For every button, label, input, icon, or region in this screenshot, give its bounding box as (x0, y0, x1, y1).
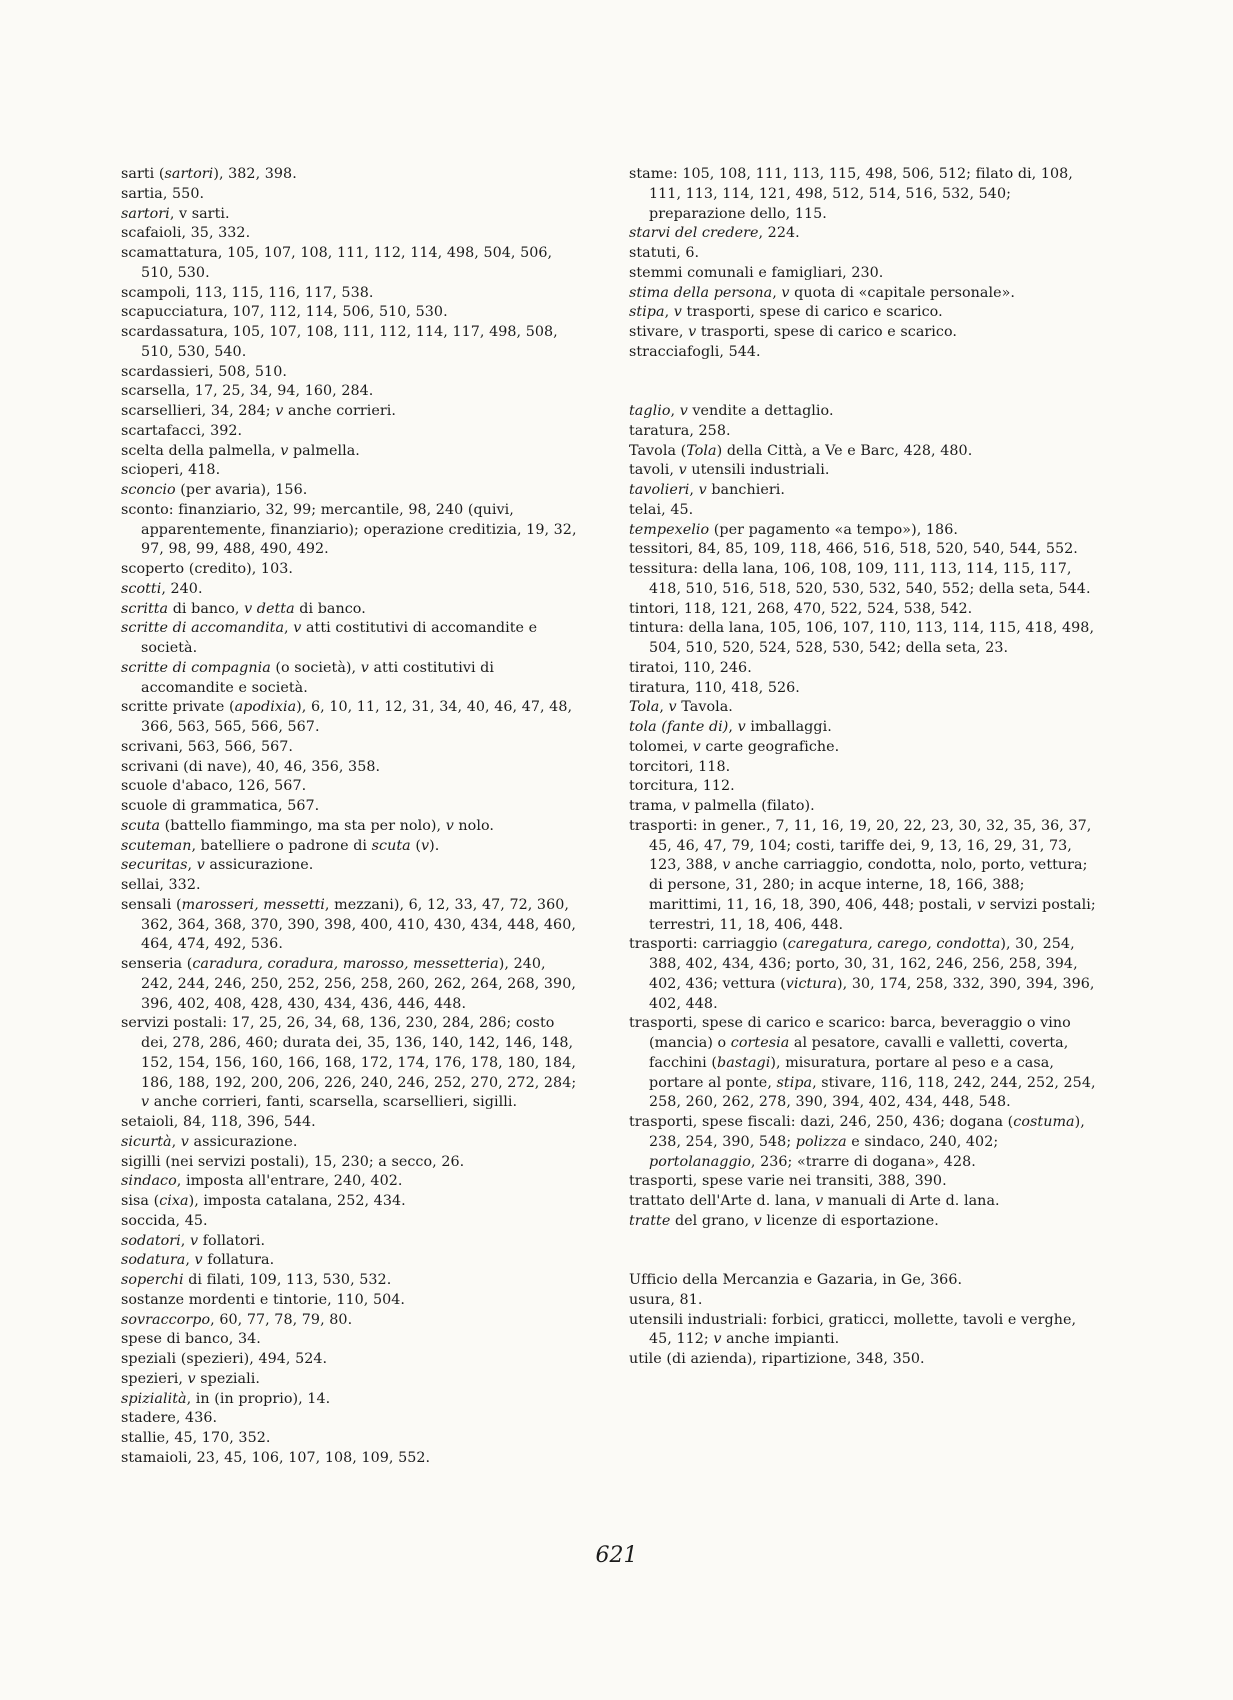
index-entry (121, 1350, 579, 1370)
entry-text-italic: v (688, 324, 697, 340)
entry-text: scritte private ( (121, 699, 235, 716)
index-entry (629, 402, 1097, 422)
entry-text: imballaggi. (745, 719, 832, 735)
index-entry (629, 1172, 1097, 1192)
index-entry (121, 481, 579, 501)
entry-text: sartia, 550. (121, 185, 205, 202)
entry-text: scardassieri, 508, 510. (121, 363, 287, 380)
entry-text-italic: marosseri, messetti (181, 896, 325, 913)
index-entry (629, 600, 1097, 620)
entry-text: anche corrieri. (283, 403, 396, 419)
index-entry (629, 817, 1097, 936)
index-entry (121, 1311, 579, 1331)
index-entry (121, 1370, 579, 1390)
entry-text: , (689, 482, 699, 498)
entry-text: scardassatura, 105, 107, 108, 111, 112, 114, 117, 498, 508, 510, 530, 540. (121, 324, 558, 360)
entry-text-italic: caregatura, carego, condotta (787, 936, 1001, 953)
index-entry (629, 738, 1097, 758)
entry-text: anche corrieri, fanti, scarsella, scarsellieri, sigilli. (149, 1094, 518, 1111)
index-entry (629, 461, 1097, 481)
entry-text-italic: v (280, 442, 289, 459)
entry-text: del grano, (670, 1212, 754, 1229)
index-entry (629, 501, 1097, 521)
entry-text: , (180, 1232, 190, 1249)
entry-text: e sindaco, 240, 402; (846, 1133, 999, 1150)
index-entry (629, 244, 1097, 264)
entry-text-italic: sicurtà (121, 1133, 172, 1150)
entry-text: sisa ( (121, 1193, 160, 1209)
entry-text-italic: victura (785, 975, 838, 992)
entry-text-italic: tavolieri (629, 482, 690, 498)
entry-text: trasporti, spese di carico e scarico. (696, 324, 957, 340)
entry-text-italic: portolanaggio (649, 1153, 751, 1170)
entry-text-italic: v (420, 837, 430, 854)
entry-text: ( (410, 837, 421, 854)
entry-text: , v sarti. (169, 205, 230, 222)
index-entry (121, 876, 579, 896)
index-entry (121, 1232, 579, 1252)
entry-text-italic: scotti (121, 580, 162, 597)
entry-text: sconto: finanziario, 32, 99; mercantile, 98, 240 (quivi, apparentemente, finanziario); operazione creditizia, 19, 32, 97, 98, 99, 488, 490, 492. (121, 501, 577, 558)
entry-text: nolo. (453, 817, 494, 834)
index-entry (629, 442, 1097, 462)
entry-text: tintori, 118, 121, 268, 470, 522, 524, 538, 542. (629, 600, 973, 617)
entry-text: ), misuratura, portare al peso e a casa, portare al ponte, (649, 1054, 1054, 1091)
entry-text: anche impianti. (721, 1331, 840, 1348)
entry-text: torcitori, 118. (629, 758, 731, 775)
index-entry (629, 521, 1097, 541)
index-entry (121, 560, 579, 580)
entry-text: scampoli, 113, 115, 116, 117, 538. (121, 284, 374, 301)
index-entry (121, 837, 579, 857)
entry-text-italic: v (180, 1133, 189, 1150)
entry-text-italic: scuteman (121, 837, 192, 854)
index-entry (629, 718, 1097, 738)
section-gap (629, 363, 1097, 403)
index-entry (629, 481, 1097, 501)
index-entry (629, 284, 1097, 304)
index-entry (629, 935, 1097, 1014)
entry-text-italic: sovraccorpo (121, 1311, 211, 1328)
entry-text: servizi postali; terrestri, 11, 18, 406, 448. (649, 896, 1096, 933)
entry-text: taratura, 258. (629, 422, 731, 439)
entry-text-italic: v (753, 1212, 762, 1229)
entry-text: (per pagamento «a tempo»), 186. (709, 521, 958, 538)
index-entry (121, 422, 579, 442)
entry-text: torcitura, 112. (629, 778, 735, 795)
entry-text-italic: v (679, 403, 688, 419)
entry-text: sostanze mordenti e tintorie, 110, 504. (121, 1291, 405, 1308)
entry-text: ), 382, 398. (213, 166, 297, 182)
entry-text-italic: v (692, 738, 701, 755)
entry-text: tintura: della lana, 105, 106, 107, 110, 113, 114, 115, 418, 498, 504, 510, 520, 524, 528, 530, 542; della seta, 23. (629, 620, 1095, 656)
entry-text: ), 6, 10, 11, 12, 31, 34, 40, 46, 47, 48, 366, 563, 565, 566, 567. (141, 699, 573, 735)
entry-text-italic: scritte di compagnia (121, 659, 271, 676)
entry-text-italic: sartori (121, 205, 170, 222)
entry-text-italic: stipa (629, 304, 665, 321)
entry-text: al pesatore, cavalli e valletti, coverta, facchini ( (649, 1035, 1069, 1071)
index-column-left (121, 165, 579, 1469)
entry-text: soccida, 45. (121, 1212, 208, 1229)
entry-text: di banco, (168, 600, 245, 617)
entry-text: trattato dell'Arte d. lana, (629, 1193, 816, 1209)
entry-text: setaioli, 84, 118, 396, 544. (121, 1114, 316, 1130)
index-entry (629, 679, 1097, 699)
index-entry (121, 224, 579, 244)
index-entry (121, 382, 579, 402)
entry-text-italic: v (698, 482, 707, 498)
entry-text-italic: sodatura (121, 1252, 186, 1269)
entry-text: trasporti, spese varie nei transiti, 388, 390. (629, 1173, 947, 1190)
entry-text-italic: apodixia (234, 699, 297, 716)
entry-text: sigilli (nei servizi postali), 15, 230; a secco, 26. (121, 1153, 465, 1170)
entry-text-italic: v (713, 1331, 722, 1348)
entry-text: ), 240, 242, 244, 246, 250, 252, 256, 258, 260, 262, 264, 268, 390, 396, 402, 408, 428, 430, 434, 436, 446, 448. (141, 956, 576, 1012)
index-entry (629, 165, 1097, 224)
entry-text-italic: soperchi (121, 1272, 184, 1288)
entry-text: licenze di esportazione. (761, 1212, 939, 1229)
entry-text: quota di «capitale personale». (789, 284, 1015, 301)
entry-text: follatori. (198, 1232, 266, 1249)
index-entry (629, 1212, 1097, 1232)
entry-text: speziali. (195, 1370, 260, 1387)
entry-text: scuole d'abaco, 126, 567. (121, 778, 307, 795)
entry-text: ), 30, 174, 258, 332, 390, 394, 396, 402, 448. (649, 975, 1095, 1012)
index-entry (121, 1014, 579, 1113)
index-entry (121, 1113, 579, 1133)
entry-text-italic: caradura, coradura, marosso, messetteria (192, 956, 499, 972)
index-entry (121, 323, 579, 363)
entry-text: telai, 45. (629, 501, 694, 518)
entry-text: , 224. (758, 225, 800, 242)
entry-text-italic: v (673, 304, 682, 321)
entry-text-italic: v detta (244, 600, 295, 617)
entry-text: , mezzani), 6, 12, 33, 47, 72, 360, 362, 364, 368, 370, 390, 398, 400, 410, 430, 434, 448, 460, 464, 474, 492, 536. (141, 896, 576, 953)
index-entry (121, 856, 579, 876)
entry-text-italic: v (194, 1252, 203, 1269)
index-entry (121, 284, 579, 304)
entry-text: assicurazione. (188, 1133, 298, 1150)
entry-text: scapucciatura, 107, 112, 114, 506, 510, 530. (121, 304, 448, 321)
index-entry (629, 1291, 1097, 1311)
entry-text-italic: scuta (121, 817, 161, 834)
index-entry (629, 560, 1097, 600)
index-entry (629, 264, 1097, 284)
index-entry (121, 244, 579, 284)
index-entry (629, 343, 1097, 363)
entry-text-italic: bastagi (717, 1054, 771, 1071)
entry-text: scrivani (di nave), 40, 46, 356, 358. (121, 758, 381, 775)
entry-text-italic: v (189, 1232, 199, 1249)
index-entry (629, 1271, 1097, 1291)
entry-text: manuali di Arte d. lana. (823, 1193, 1000, 1209)
entry-text-italic: v (187, 1370, 196, 1387)
entry-text: tessitura: della lana, 106, 108, 109, 111, 113, 114, 115, 117, 418, 510, 516, 518, 520, 530, 532, 540, 552; della seta, 544. (629, 561, 1091, 597)
entry-text: tavoli, (629, 462, 679, 479)
index-entry (121, 817, 579, 837)
index-entry (121, 896, 579, 955)
entry-text-italic: v (141, 1094, 150, 1111)
entry-text: di filati, 109, 113, 530, 532. (183, 1272, 392, 1288)
entry-text: statuti, 6. (629, 245, 700, 261)
entry-text: scamattatura, 105, 107, 108, 111, 112, 114, 498, 504, 506, 510, 530. (121, 245, 553, 281)
entry-text-italic: polizza (795, 1133, 847, 1150)
index-entry (121, 402, 579, 422)
index-entry (121, 738, 579, 758)
entry-text: utensili industriali. (686, 462, 830, 479)
entry-text: , in (in proprio), 14. (186, 1390, 331, 1407)
entry-text: tiratoi, 110, 246. (629, 659, 752, 676)
entry-text: trasporti: carriaggio ( (629, 936, 788, 953)
index-entry (629, 777, 1097, 797)
entry-text: trama, (629, 798, 682, 814)
index-entry (629, 1014, 1097, 1113)
index-entry (629, 1113, 1097, 1172)
index-entry (629, 797, 1097, 817)
entry-text: scarsella, 17, 25, 34, 94, 160, 284. (121, 383, 374, 400)
entry-text: ), 30, 254, 388, 402, 434, 436; porto, 30, 31, 162, 246, 256, 258, 394, 402, 436; vettura ( (649, 936, 1078, 992)
index-entry (121, 1251, 579, 1271)
entry-text: scrivani, 563, 566, 567. (121, 738, 294, 755)
entry-text: follatura. (202, 1252, 275, 1269)
entry-text-italic: v (737, 719, 746, 735)
entry-text: , imposta all'entrare, 240, 402. (176, 1173, 403, 1190)
entry-text: stemmi comunali e famigliari, 230. (629, 264, 884, 281)
index-entry (121, 1330, 579, 1350)
entry-text-italic: v (196, 857, 205, 874)
index-entry (629, 758, 1097, 778)
index-entry (121, 1409, 579, 1429)
entry-text-italic: stipa (776, 1074, 813, 1091)
index-entry (629, 303, 1097, 323)
entry-text-italic: Tola (629, 699, 660, 716)
entry-text: speziali (spezieri), 494, 524. (121, 1351, 328, 1367)
entry-text: scartafacci, 392. (121, 422, 243, 439)
entry-text: carte geografiche. (700, 738, 840, 755)
entry-text: scarsellieri, 34, 284; (121, 403, 276, 419)
entry-text: utile (di azienda), ripartizione, 348, 350. (629, 1351, 925, 1367)
index-entry (629, 422, 1097, 442)
entry-text-italic: scritta (121, 600, 169, 617)
entry-text: , (185, 1252, 195, 1269)
entry-text: stallie, 45, 170, 352. (121, 1430, 271, 1446)
entry-text: trasporti: in gener., 7, 11, 16, 19, 20, 22, 23, 30, 32, 35, 36, 37, 45, 46, 47, 79, 104; costi, tariffe dei, 9, 13, 16, 29, 31, 73, 123, 388, (629, 817, 1092, 874)
entry-text-italic: cortesia (730, 1035, 790, 1051)
index-column-right (629, 165, 1097, 1370)
entry-text-italic: sconcio (121, 482, 176, 498)
index-entry (121, 461, 579, 481)
entry-text-italic: v (293, 620, 302, 637)
entry-text: Ufficio della Mercanzia e Gazaria, in Ge, 366. (629, 1272, 963, 1288)
entry-text-italic: v (445, 817, 454, 834)
entry-text: utensili industriali: forbici, graticci, mollette, tavoli e verghe, 45, 112; (629, 1311, 1077, 1348)
entry-text-italic: v (815, 1193, 824, 1209)
index-entry (121, 797, 579, 817)
entry-text-italic: taglio (629, 403, 671, 419)
index-entry (121, 1291, 579, 1311)
index-entry (121, 580, 579, 600)
entry-text: sarti ( (121, 166, 165, 182)
entry-text: atti costitutivi di accomandite e società. (141, 620, 538, 656)
index-entry (629, 1350, 1097, 1370)
index-entry (121, 698, 579, 738)
entry-text: , 240. (161, 580, 203, 597)
entry-text: tiratura, 110, 418, 526. (629, 679, 800, 696)
entry-text: scafaioli, 35, 332. (121, 225, 251, 242)
entry-text: , (728, 719, 738, 735)
entry-text: trasporti, spese fiscali: dazi, 246, 250, 436; dogana ( (629, 1114, 1014, 1130)
entry-text: tessitori, 84, 85, 109, 118, 466, 516, 518, 520, 540, 544, 552. (629, 541, 1078, 558)
index-entry (629, 619, 1097, 659)
entry-text: , (659, 699, 669, 716)
entry-text: usura, 81. (629, 1291, 703, 1308)
entry-text-italic: tempexelio (629, 521, 710, 538)
entry-text: stracciafogli, 544. (629, 343, 761, 360)
index-entry (121, 442, 579, 462)
index-entry (121, 1390, 579, 1410)
entry-text-italic: v (360, 659, 369, 676)
index-entry (121, 758, 579, 778)
index-entry (629, 323, 1097, 343)
entry-text: banchieri. (706, 482, 785, 498)
entry-text: di banco. (294, 600, 366, 617)
entry-text: ) della Città, a Ve e Barc, 428, 480. (716, 442, 973, 459)
index-entry (629, 698, 1097, 718)
entry-text: sellai, 332. (121, 877, 201, 893)
entry-text: , 60, 77, 78, 79, 80. (210, 1311, 353, 1328)
index-entry (121, 659, 579, 699)
entry-text-italic: Tola (686, 442, 717, 459)
entry-text-italic: cixa (159, 1193, 189, 1209)
entry-text-italic: sindaco (121, 1173, 177, 1190)
index-entry (121, 165, 579, 185)
entry-text: Tavola. (676, 699, 733, 716)
entry-text-italic: spizialità (121, 1390, 187, 1407)
index-entry (121, 1271, 579, 1291)
entry-text: , stivare, 116, 118, 242, 244, 252, 254, 258, 260, 262, 278, 390, 394, 402, 434, 448, 548. (649, 1074, 1096, 1111)
index-entry (629, 540, 1097, 560)
index-entry (121, 1172, 579, 1192)
entry-text: ). (429, 837, 440, 854)
entry-text: scioperi, 418. (121, 462, 221, 479)
entry-text: , (664, 304, 674, 321)
entry-text: palmella. (288, 442, 360, 459)
entry-text-italic: stima della persona (629, 284, 773, 301)
entry-text: , (284, 620, 294, 637)
entry-text: trasporti, spese di carico e scarico. (681, 304, 943, 321)
entry-text: (battello fiammingo, ma sta per nolo), (160, 817, 446, 834)
entry-text: scelta della palmella, (121, 442, 281, 459)
entry-text: sensali ( (121, 896, 182, 913)
index-entry (121, 363, 579, 383)
entry-text: palmella (filato). (689, 798, 815, 814)
entry-text-italic: tratte (629, 1212, 671, 1229)
entry-text: ), imposta catalana, 252, 434. (188, 1193, 406, 1209)
index-entry (121, 205, 579, 225)
section-gap (629, 1232, 1097, 1272)
entry-text: , (670, 403, 680, 419)
entry-text: assicurazione. (204, 857, 314, 874)
entry-text: , (171, 1133, 181, 1150)
page-number: 621 (595, 1543, 638, 1568)
entry-text: trasporti, spese di carico e scarico: barca, beveraggio o vino (mancia) o (629, 1015, 1071, 1051)
entry-text-italic: v (678, 462, 687, 479)
entry-text: servizi postali: 17, 25, 26, 34, 68, 136, 230, 284, 286; costo dei, 278, 286, 460; durata dei, 35, 136, 140, 142, 146, 148, 152, 154, 156, 160, 166, 168, 172, 174, 176, 178, 180, 184, 186, 188, 192, 200, 206, 226, 240, 246, 252, 270, 272, 284; (121, 1015, 577, 1091)
index-entry (629, 1311, 1097, 1351)
entry-text: , (772, 284, 782, 301)
entry-text-italic: costuma (1013, 1114, 1075, 1130)
index-entry (121, 501, 579, 560)
entry-text-italic: sodatori (121, 1232, 181, 1249)
entry-text: (o società), (270, 659, 361, 676)
index-entry (121, 1133, 579, 1153)
index-entry (121, 777, 579, 797)
entry-text: ), 238, 254, 390, 548; (649, 1114, 1085, 1150)
index-entry (629, 1192, 1097, 1212)
entry-text: , batelliere o padrone di (191, 837, 372, 854)
entry-text: , (187, 857, 197, 874)
entry-text: Tavola ( (629, 442, 687, 459)
entry-text: stamaioli, 23, 45, 106, 107, 108, 109, 552. (121, 1449, 431, 1466)
entry-text-italic: starvi del credere (629, 225, 759, 242)
entry-text: stivare, (629, 324, 689, 340)
index-entry (121, 600, 579, 620)
entry-text-italic: sartori (164, 166, 214, 182)
index-entry (121, 1153, 579, 1173)
entry-text-italic: v (275, 403, 284, 419)
entry-text: tolomei, (629, 738, 693, 755)
index-entry (121, 303, 579, 323)
index-entry (121, 1212, 579, 1232)
entry-text-italic: scuta (371, 837, 411, 854)
index-entry (121, 619, 579, 659)
entry-text: (per avaria), 156. (175, 482, 308, 498)
entry-text: anche carriaggio, condotta, nolo, porto, vettura; di persone, 31, 280; in acque interne, 18, 166, 388; marittimi, 11, 16, 18, 390, 406, 448; postali, (649, 857, 1088, 913)
entry-text: scuole di grammatica, 567. (121, 798, 320, 814)
entry-text-italic: v (976, 896, 986, 913)
index-entry (629, 659, 1097, 679)
entry-text: vendite a dettaglio. (687, 403, 834, 419)
entry-text: spese di banco, 34. (121, 1331, 261, 1348)
entry-text: stame: 105, 108, 111, 113, 115, 498, 506, 512; filato di, 108, 111, 113, 114, 121, 498, 512, 514, 516, 532, 540; preparazione dello, 115. (629, 166, 1073, 222)
entry-text-italic: v (722, 857, 731, 874)
entry-text: senseria ( (121, 956, 193, 972)
entry-text: spezieri, (121, 1370, 188, 1387)
index-entry (121, 185, 579, 205)
entry-text-italic: v (781, 284, 790, 301)
entry-text-italic: scritte di accomandita (121, 620, 285, 637)
index-entry (121, 1429, 579, 1449)
entry-text-italic: securitas (121, 857, 188, 874)
index-entry (629, 224, 1097, 244)
entry-text: scoperto (credito), 103. (121, 561, 293, 577)
index-entry (121, 1192, 579, 1212)
entry-text: stadere, 436. (121, 1410, 218, 1427)
entry-text-italic: v (681, 798, 690, 814)
entry-text-italic: v (668, 699, 677, 716)
entry-text-italic: tola (fante di) (629, 719, 729, 735)
index-entry (121, 955, 579, 1014)
index-entry (121, 1449, 579, 1469)
entry-text: , 236; «trarre di dogana», 428. (750, 1153, 976, 1170)
entry-text: atti costitutivi di accomandite e società. (141, 659, 495, 696)
